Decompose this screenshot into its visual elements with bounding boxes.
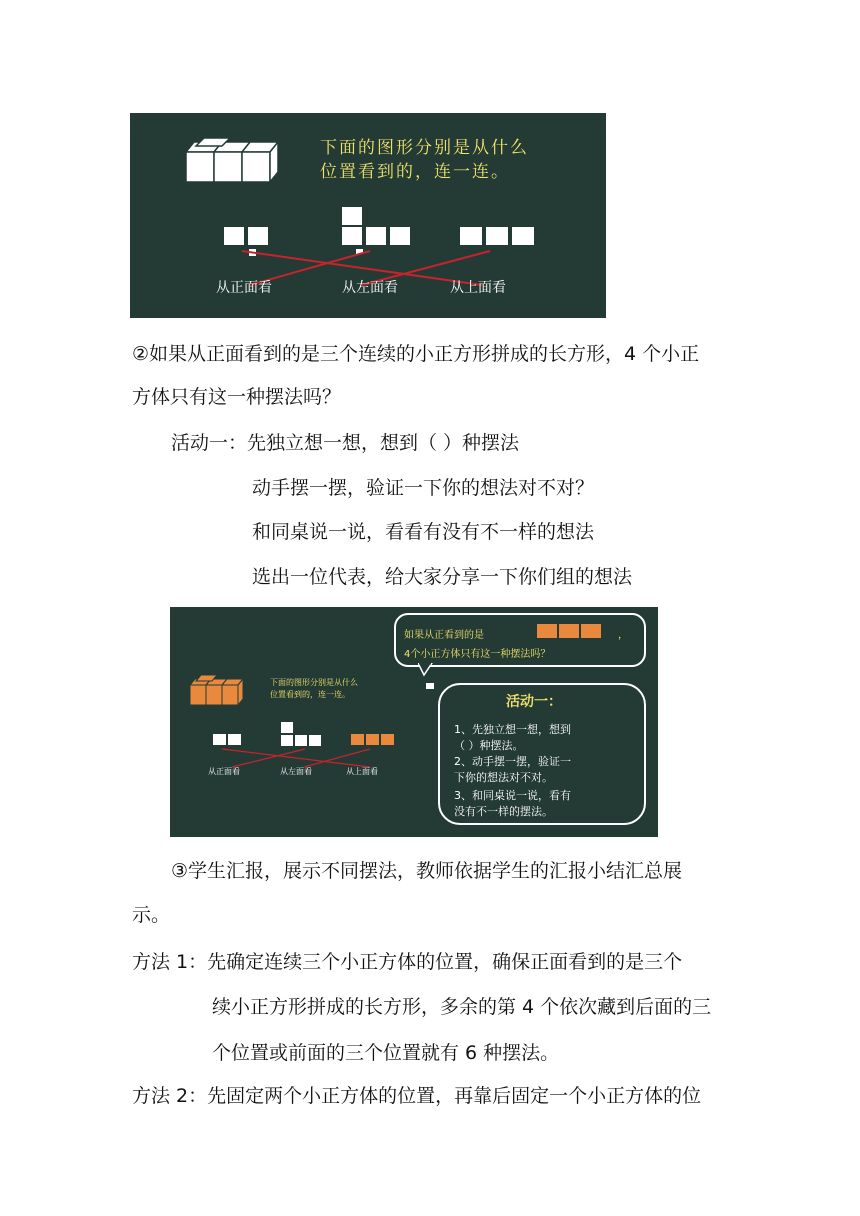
slide1-label-front: 从正面看 [216,280,272,296]
activity-line4: 选出一位代表，给大家分享一下你们组的想法 [252,566,633,588]
slide2-label-top: 从上面看 [346,767,378,776]
method-1-line1: 方法 1：先确定连续三个小正方体的位置，确保正面看到的是三个 [132,951,683,973]
slide1-label-top: 从上面看 [450,280,506,296]
activity-line2: 动手摆一摆，验证一下你的想法对不对？ [252,477,595,499]
slide2-prompt-line1: 下面的图形分别是从什么 [270,678,358,687]
activity-line3: 和同桌说一说，看看有没有不一样的想法 [252,521,595,543]
slide1-prompt-line1: 下面的图形分别是从什么 [320,138,529,158]
paragraph-3-line2: 示。 [132,904,171,926]
paragraph-2-line1: ②如果从正面看到的是三个连续的小正方形拼成的长方形，4 个小正 [132,343,700,365]
slide1-label-left: 从左面看 [342,280,398,296]
slide2-label-front: 从正面看 [208,767,240,776]
slide1-prompt-line2: 位置看到的，连一连。 [320,162,510,182]
bubble-tail [418,663,438,677]
slide-image-1 [130,113,606,318]
method-1-line2: 续小正方形拼成的长方形，多余的第 4 个依次藏到后面的三 [212,996,712,1018]
method-1-line3: 个位置或前面的三个位置就有 6 种摆法。 [212,1042,560,1064]
paragraph-2-line2: 方体只有这一种摆法吗？ [132,386,342,408]
bubble-text-1b: ， [618,630,628,641]
method-2-line1: 方法 2：先固定两个小正方体的位置，再靠后固定一个小正方体的位 [132,1085,702,1107]
activity-box-line4: 下你的想法对不对。 [454,771,553,784]
bubble-text-2: 4个小正方体只有这一种摆法吗？ [404,649,551,660]
activity-box-line3: 2、动手摆一摆，验证一 [454,755,571,768]
slide2-label-left: 从左面看 [280,767,312,776]
activity-box-title: 活动一： [506,694,562,710]
paragraph-3-line1: ③学生汇报，展示不同摆法，教师依据学生的汇报小结汇总展 [171,860,683,882]
activity-box [438,683,646,825]
bubble-text-1a: 如果从正看到的是 [404,630,484,641]
slide-image-2 [170,607,658,837]
activity-line1: 活动一：先独立想一想，想到（ ）种摆法 [171,432,520,454]
activity-box-line1: 1、先独立想一想，想到 [454,723,571,736]
slide2-prompt-line2: 位置看到的，连一连。 [270,690,350,699]
activity-box-line2: （ ）种摆法。 [454,739,524,752]
speech-bubble [394,613,646,667]
small-marker [426,683,434,689]
activity-box-line6: 没有不一样的摆法。 [454,805,553,818]
activity-box-line5: 3、和同桌说一说，看有 [454,789,571,802]
